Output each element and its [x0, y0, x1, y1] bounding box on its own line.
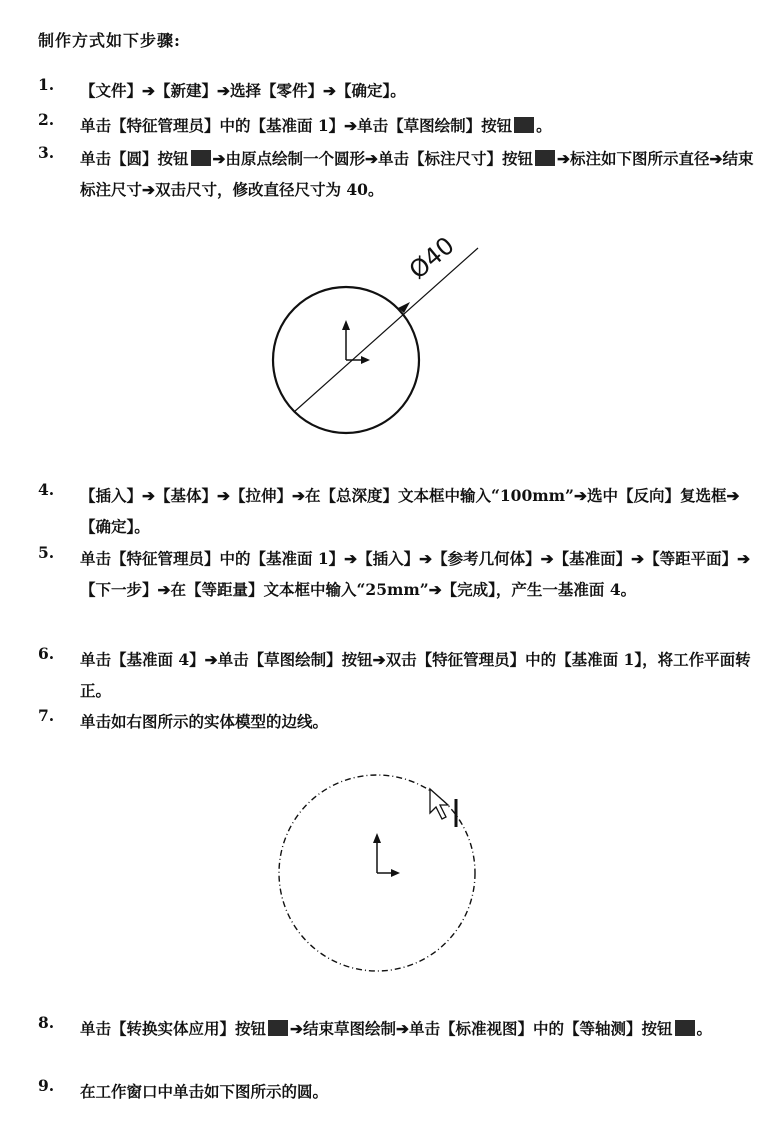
- step-text: 单击【圆】按钮 ➔由原点绘制一个圆形➔单击【标注尺寸】按钮 ➔标注如下图所示直径➔结束标注尺寸➔双击尺寸，修改直径尺寸为 40。: [80, 149, 754, 199]
- step-text: 在工作窗口中单击如下图所示的圆。: [80, 1082, 329, 1101]
- dimension-button-icon: [535, 150, 555, 166]
- step-text: 单击【特征管理员】中的【基准面 1】➔单击【草图绘制】按钮 。: [80, 116, 552, 135]
- step-number: 7.: [38, 706, 55, 725]
- x-axis-arrow-icon: [361, 356, 370, 364]
- figure-selected-edge: [270, 765, 490, 985]
- step-number: 6.: [38, 644, 55, 663]
- step-number: 9.: [38, 1076, 55, 1095]
- mouse-cursor-icon: [430, 789, 448, 819]
- step-text: 【插入】➔【基体】➔【拉伸】➔在【总深度】文本框中输入“100mm”➔选中【反向】复选框➔【确定】。: [80, 486, 740, 536]
- step-number: 8.: [38, 1013, 55, 1032]
- isometric-button-icon: [675, 1020, 695, 1036]
- convert-entities-button-icon: [268, 1020, 288, 1036]
- section-heading: 制作方式如下步骤:: [38, 31, 181, 50]
- y-axis-arrow-icon: [373, 833, 381, 843]
- x-axis-arrow-icon: [391, 869, 400, 877]
- diameter-dimension-label: Ø40: [403, 231, 460, 285]
- step-number: 3.: [38, 143, 55, 162]
- step-number: 4.: [38, 480, 55, 499]
- y-axis-arrow-icon: [342, 320, 350, 330]
- step-number: 5.: [38, 543, 55, 562]
- step-text: 单击如右图所示的实体模型的边线。: [80, 712, 329, 731]
- sketch-button-icon: [514, 117, 534, 133]
- step-text: 单击【转换实体应用】按钮 ➔结束草图绘制➔单击【标准视图】中的【等轴测】按钮 。: [80, 1019, 713, 1038]
- step-text: 单击【基准面 4】➔单击【草图绘制】按钮➔双击【特征管理员】中的【基准面 1】，将工作平面转正。: [80, 650, 751, 700]
- step-number: 1.: [38, 75, 55, 94]
- step-text: 【文件】➔【新建】➔选择【零件】➔【确定】。: [80, 81, 406, 100]
- circle-button-icon: [191, 150, 211, 166]
- step-number: 2.: [38, 110, 55, 129]
- dimension-line: [294, 248, 478, 412]
- figure-circle-diameter: [250, 220, 510, 450]
- step-text: 单击【特征管理员】中的【基准面 1】➔【插入】➔【参考几何体】➔【基准面】➔【等距平面】➔【下一步】➔在【等距量】文本框中输入“25mm”➔【完成】，产生一基准面 4。: [80, 549, 751, 599]
